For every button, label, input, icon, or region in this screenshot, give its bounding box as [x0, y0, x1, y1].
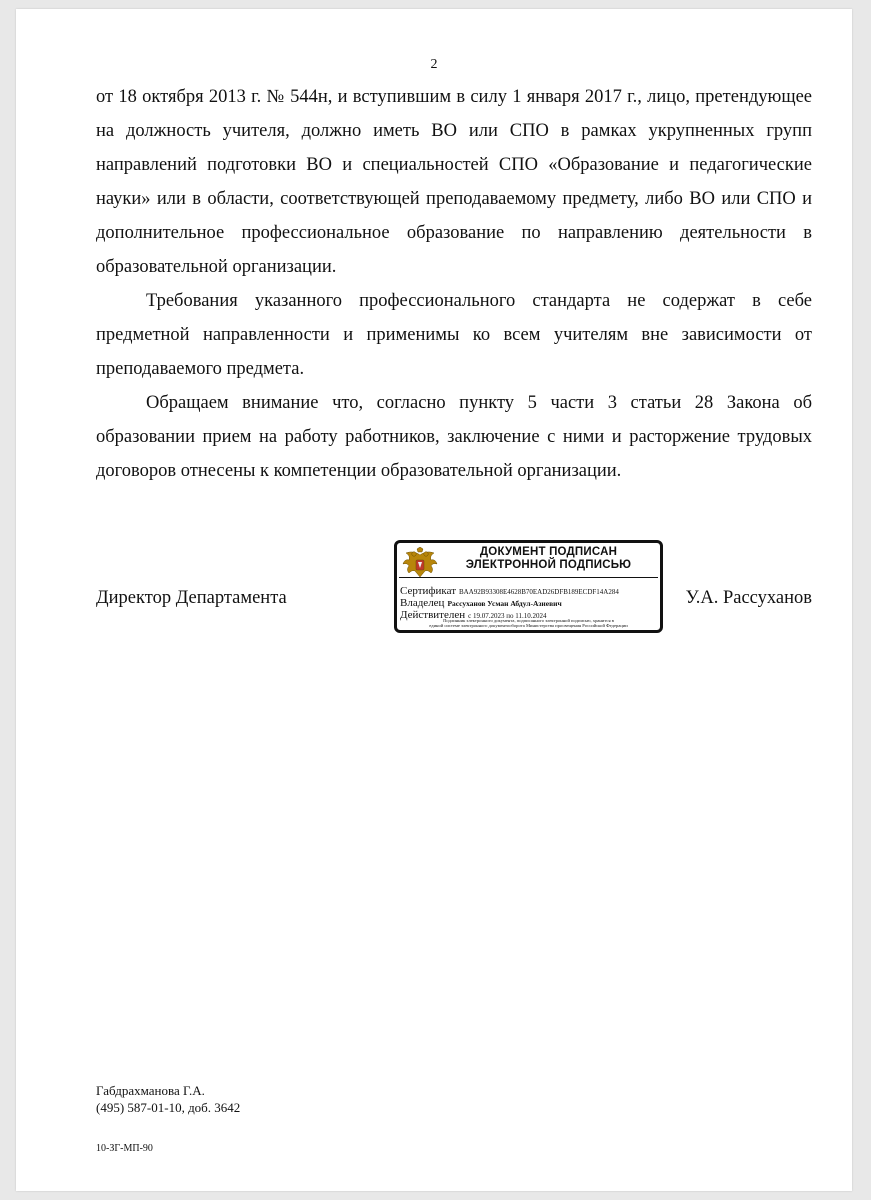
validity-label: Действителен: [400, 609, 466, 621]
executor-phone: (495) 587-01-10, доб. 3642: [96, 1100, 241, 1115]
document-page: [16, 9, 852, 1191]
signature-block: [96, 540, 812, 636]
letter-body: [96, 80, 812, 488]
body-paragraph-3: Обращаем внимание что, согласно пункту 5 части 3 статьи 28 Закона об образовании прием на работу работников, заключение с ними и расторжение трудовых договоров отнесены к компетенции образовательной организации.: [96, 393, 812, 481]
stamp-note-line-1: Подлинник электронного документа, подписанного электронной подписью, хранится в: [443, 618, 614, 623]
certificate-label: Сертификат: [400, 585, 456, 597]
page-number: 2: [430, 57, 438, 72]
electronic-signature-stamp: [394, 540, 663, 633]
executor-name: Габдрахманова Г.А.: [96, 1083, 205, 1098]
owner-label: Владелец: [400, 597, 445, 609]
executor-block: [96, 1082, 240, 1116]
stamp-note: [401, 618, 656, 629]
coat-of-arms-icon: [401, 547, 439, 581]
body-paragraph-2: Требования указанного профессионального стандарта не содержат в себе предметной направленности и применимы ко всем учителям вне зависимости от преподаваемого предмета.: [96, 291, 812, 379]
body-paragraph-1: от 18 октября 2013 г. № 544н, и вступившим в силу 1 января 2017 г., лицо, претендующее на должность учителя, должно иметь ВО или СПО в рамках укрупненных групп направлений подготовки ВО и специальностей СПО «Образование и педагогические науки» или в области, соответствующей преподаваемому предмету, либо ВО или СПО и дополнительное профессиональное образование по направлению деятельности в образовательной организации.: [96, 87, 812, 277]
stamp-note-line-2: единой системе электронного документооборота Министерства просвещения Российской Федерации: [429, 623, 628, 629]
stamp-divider: [399, 577, 658, 578]
document-code: 10-ЗГ-МП-90: [96, 1143, 153, 1154]
validity-value: с 19.07.2023 по 11.10.2024: [468, 612, 547, 620]
owner-value: Рассуханов Усман Абдул-Азиевич: [447, 599, 562, 608]
certificate-value: BAA92B93308E4628B70EAD26DFB189ECDF14A284: [459, 588, 619, 596]
stamp-title-line-1: ДОКУМЕНТ ПОДПИСАН: [479, 546, 618, 558]
signer-position: Директор Департамента: [96, 588, 287, 608]
stamp-title: [441, 546, 656, 572]
signer-name: У.А. Рассуханов: [685, 588, 812, 608]
stamp-title-line-2: ЭЛЕКТРОННОЙ ПОДПИСЬЮ: [465, 559, 632, 571]
